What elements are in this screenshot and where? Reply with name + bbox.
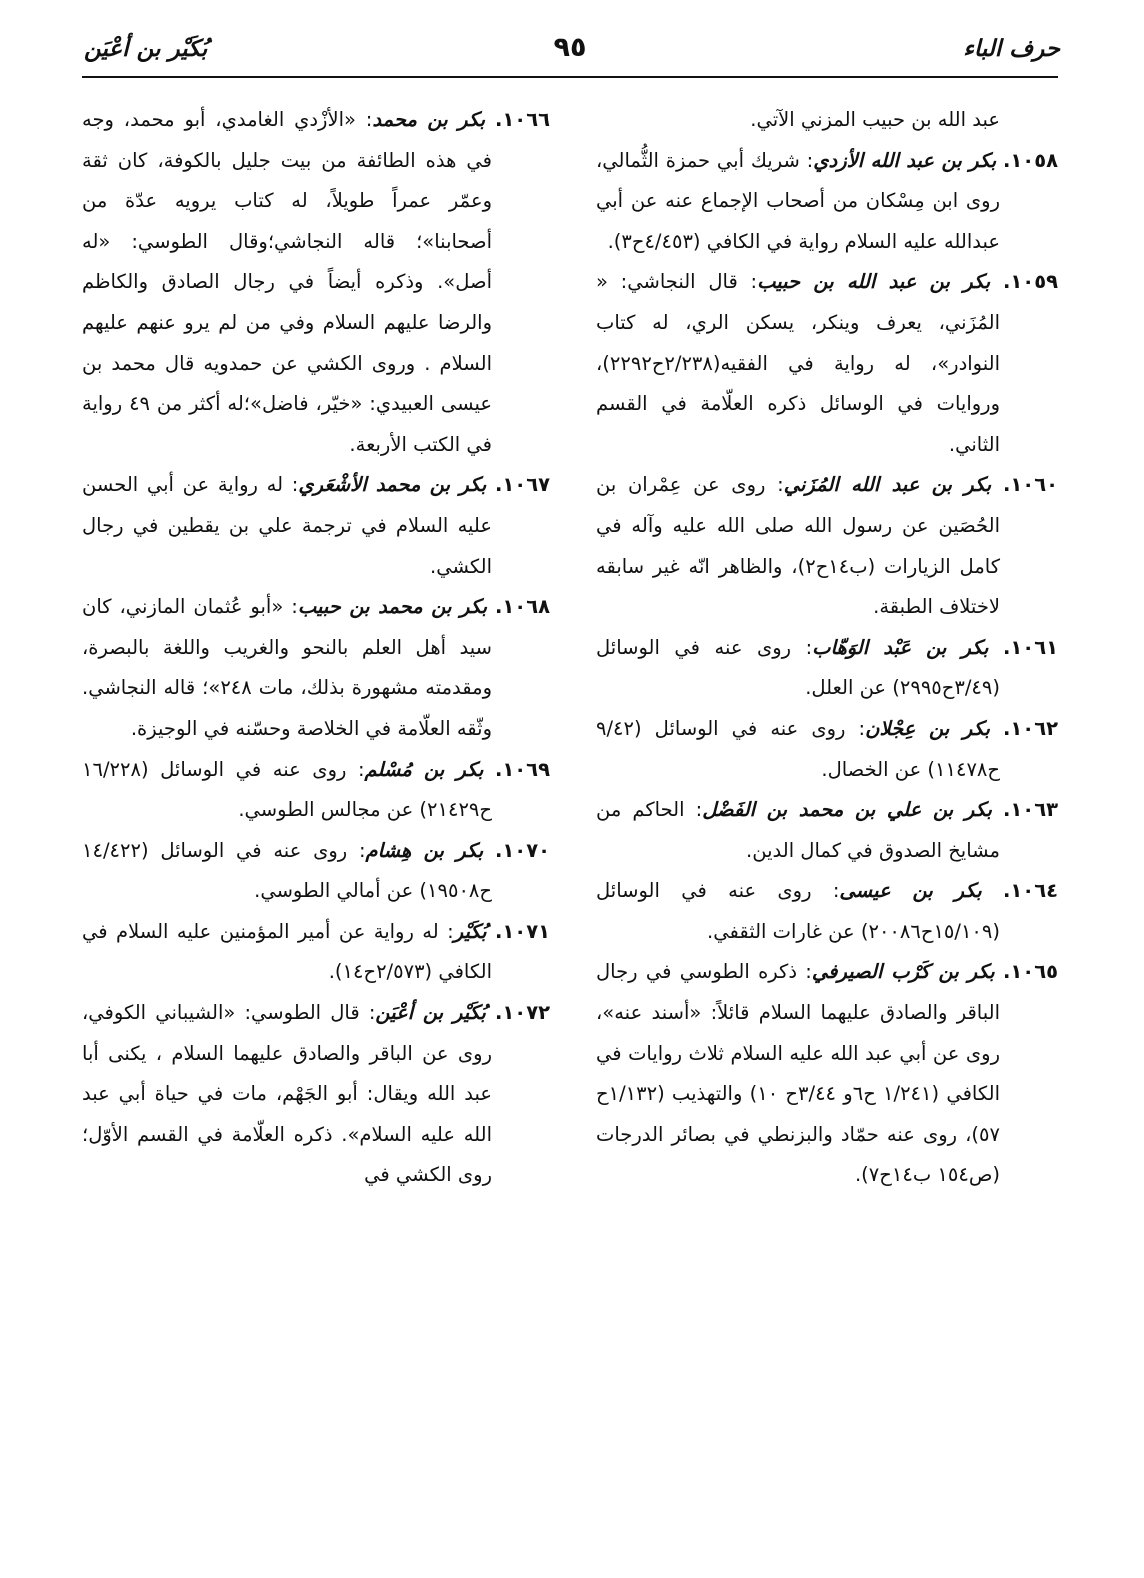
- running-header-chapter: حرف الباء: [963, 36, 1060, 62]
- entry-text: : روى عنه في الوسائل (١٤/٤٢٢ ح١٩٥٠٨) عن أمالي الطوسي.: [82, 838, 492, 903]
- entry-name: بكر بن عبد الله بن حبيب: [757, 270, 991, 294]
- entry-number: ١٠٥٨.: [1002, 148, 1059, 172]
- entry-number: ١٠٧٠.: [494, 838, 551, 862]
- entry-number: ١٠٦٨.: [494, 595, 551, 619]
- entry-1068: [82, 587, 550, 749]
- entry-text: : «الأزْدي الغامدي، أبو محمد، وجه في هذه الطائفة من بيت جليل بالكوفة، كان ثقة وعمّر عمراً طويلاً، له كتاب يرويه عدّة من أصحابنا»؛ قاله النجاشي؛وقال الطوسي: «له أصل». وذكره أيضاً في رجال الصادق والكاظم والرضا عليهم السلام وفي من لم يرو عنهم عليهم السلام . وروى الكشي عن حمدويه قال محمد بن عيسى العبيدي: «خيّر، فاضل»؛له أكثر من ٤٩ رواية في الكتب الأربعة.: [82, 108, 492, 456]
- entry-1069: [82, 750, 550, 831]
- entry-1063: [596, 790, 1058, 871]
- entry-1070: [82, 831, 550, 912]
- entry-name: بُكَيْر بن أعْيَن: [375, 1001, 486, 1025]
- entry-1059: [596, 262, 1058, 465]
- entry-text: : روى عنه في الوسائل (٩/٤٢ ح١١٤٧٨) عن الخصال.: [596, 716, 1000, 781]
- entry-1061: [596, 628, 1058, 709]
- entry-name: بكر بن مُسْلم: [364, 757, 484, 781]
- entry-1065: [596, 952, 1058, 1196]
- entry-number: ١٠٧١.: [494, 919, 551, 943]
- entry-text: : روى عنه في الوسائل (١٦/٢٢٨ ح٢١٤٢٩) عن مجالس الطوسي.: [82, 757, 492, 822]
- entry-number: ١٠٥٩.: [1002, 270, 1059, 294]
- entry-text: : روى عن عِمْران بن الحُصَين عن رسول الله صلى الله عليه وآله في كامل الزيارات (ب١٤ح٢)، والظاهر انّه غير سابقه لاختلاف الطبقة.: [596, 473, 1000, 619]
- entry-name: بكر بن عبد الله المُزَني: [783, 473, 992, 497]
- entry-number: ١٠٦٤.: [1002, 879, 1058, 903]
- page-number: ٩٥: [553, 32, 587, 63]
- entry-text: : روى عنه في الوسائل (١٥/١٠٩ح٢٠٠٨٦) عن غارات الثقفي.: [596, 879, 1000, 943]
- entry-1066: [82, 100, 550, 465]
- entry-text: : «أبو عُثمان المازني، كان سيد أهل العلم بالنحو والغريب واللغة بالبصرة، ومقدمته مشهورة بذلك، مات ٢٤٨»؛ قاله النجاشي. وثّقه العلّامة في الخلاصة وحسّنه في الوجيزة.: [82, 595, 493, 740]
- entry-text: : شريك أبي حمزة الثُّمالي، روى ابن مِسْكان من أصحاب الإجماع عنه عن أبي عبدالله عليه السلام رواية في الكافي (٤/٤٥٣ح٣).: [596, 148, 1000, 253]
- entry-name: بكر بن علي بن محمد بن الفَضْل: [702, 798, 992, 822]
- entry-name: بكر بن محمد بن حبيب: [297, 595, 488, 619]
- entry-1064: [596, 871, 1058, 952]
- entry-name: بُكَيْر: [453, 919, 487, 943]
- entry-number: ١٠٦٢.: [1002, 716, 1059, 740]
- entry-number: ١٠٧٢.: [494, 1001, 550, 1025]
- entry-text: : قال النجاشي: « المُزَني، يعرف وينكر، يسكن الري، له كتاب النوادر»، له رواية في الفقيه(٢/٢٣٨ح٢٢٩٢)، وروايات في الوسائل ذكره العلّامة في القسم الثاني.: [596, 270, 1000, 456]
- entry-text: : له رواية عن أمير المؤمنين عليه السلام في الكافي (٢/٥٧٣ح١٤).: [82, 919, 492, 984]
- entry-number: ١٠٦٦.: [494, 108, 550, 131]
- entry-1058: [596, 141, 1058, 263]
- entry-number: ١٠٦٥.: [1002, 960, 1059, 984]
- entry-name: بكر بن عَبْد الوَهّاب: [812, 635, 989, 659]
- entry-text: : قال الطوسي: «الشيباني الكوفي، روى عن الباقر والصادق عليهما السلام ، يكنى أبا عبد الله ويقال: أبو الجَهْم، مات في حياة أبي عبد الله عليه السلام». ذكره العلّامة في القسم الأوّل؛روى الكشي في: [82, 1001, 492, 1187]
- entry-number: ١٠٦٣.: [1002, 798, 1059, 822]
- entry-number: ١٠٦٧.: [494, 473, 551, 497]
- entry-1067: [82, 465, 550, 587]
- continuation-text: عبد الله بن حبيب المزني الآتي.: [750, 108, 1000, 131]
- entry-name: بكر بن كَرْب الصيرفي: [811, 960, 995, 984]
- entry-1071: [82, 912, 550, 993]
- entry-1062: [596, 709, 1058, 790]
- header-rule: [82, 76, 1058, 78]
- entry-text: : الحاكم من مشايخ الصدوق في كمال الدين.: [596, 798, 1000, 862]
- left-column: [82, 100, 550, 1196]
- right-column: [596, 100, 1058, 1196]
- entry-number: ١٠٦٩.: [494, 757, 550, 781]
- entry-1060: [596, 465, 1058, 627]
- entry-name: بكر بن محمد: [372, 108, 486, 131]
- running-header-entry: بُكَيْر بن أعْيَن: [84, 36, 208, 62]
- entry-number: ١٠٦١.: [1002, 635, 1058, 659]
- entry-name: بكر بن عبد الله الأزدي: [813, 148, 997, 172]
- entry-text: : ذكره الطوسي في رجال الباقر والصادق عليهما السلام قائلاً: «أسند عنه»، روى عن أبي عبد الله عليه السلام ثلاث روايات في الكافي (١/٢٤١ ح٦و ٣/٤٤ح ١٠) والتهذيب (١/١٣٢ح ٥٧)، روى عنه حمّاد والبزنطي في بصائر الدرجات (ص١٥٤ ب١٤ح٧).: [596, 960, 1000, 1187]
- entry-name: بكر بن هِشام: [365, 838, 484, 862]
- entry-name: بكر بن عيسى: [839, 879, 982, 903]
- entry-text: : له رواية عن أبي الحسن عليه السلام في ترجمة علي بن يقطين في رجال الكشي.: [82, 473, 492, 578]
- entry-name: بكر بن عِجْلان: [865, 716, 990, 740]
- entry-1072: [82, 993, 550, 1196]
- entry-name: بكر بن محمد الأشْعَري: [298, 473, 487, 497]
- entry-text: : روى عنه في الوسائل (٣/٤٩ح٢٩٩٥) عن العلل.: [596, 635, 1000, 700]
- entry-number: ١٠٦٠.: [1002, 473, 1058, 497]
